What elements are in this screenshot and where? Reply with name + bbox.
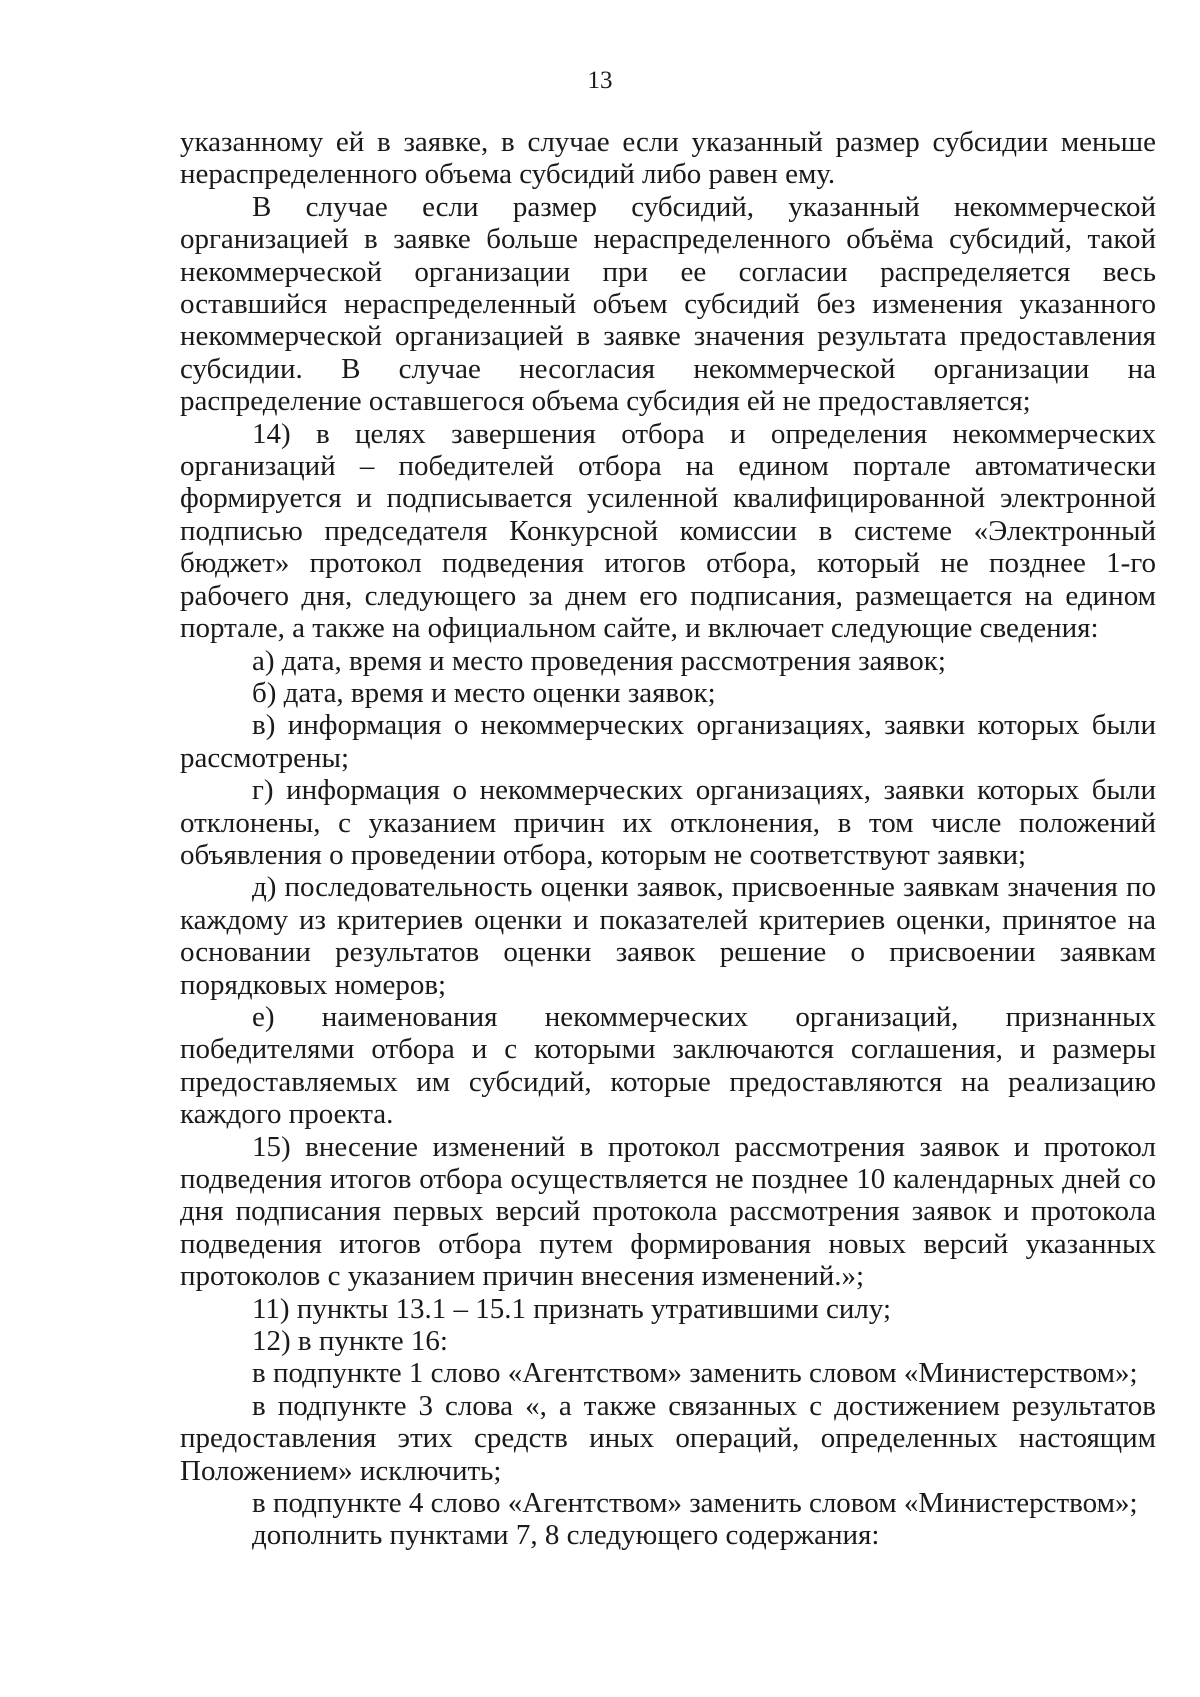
paragraph-subpoint-3: в подпункте 3 слова «, а также связанных с достижением результатов предоставления этих средств иных операций, определенных настоящим Положением» исключить; [180,1389,1156,1487]
subitem-v: в) информация о некоммерческих организациях, заявки которых были рассмотрены; [180,709,1156,774]
paragraph-subpoint-1: в подпункте 1 слово «Агентством» заменить словом «Министерством»; [252,1357,1138,1390]
paragraph-supplement: дополнить пунктами 7, 8 следующего содержания: [252,1519,880,1552]
subitem-g: г) информация о некоммерческих организациях, заявки которых были отклонены, с указанием причин их отклонения, в том числе положений объявления о проведении отбора, которым не соответствуют заявки; [180,774,1156,871]
paragraph-amendment-11: 11) пункты 13.1 – 15.1 признать утратившими силу; [252,1292,892,1325]
paragraph-subpoint-4: в подпункте 4 слово «Агентством» заменить словом «Министерством»; [252,1487,1138,1520]
subitem-e: е) наименования некоммерческих организаций, признанных победителями отбора и с которыми заключаются соглашения, и размеры предоставляемых им субсидий, которые предоставляются на реализацию каждого проекта. [180,1000,1156,1131]
subitem-d: д) последовательность оценки заявок, присвоенные заявкам значения по каждому из критериев оценки и показателей критериев оценки, принятое на основании результатов оценки заявок решение о присвоении заявкам порядковых номеров; [180,871,1156,1001]
page-number: 13 [587,67,613,94]
paragraph-item-14: 14) в целях завершения отбора и определения некоммерческих организаций – победителей отбора на едином портале автоматически формируется и подписывается усиленной квалифицированной электронной подписью председателя Конкурсной комиссии в системе «Электронный бюджет» протокол подведения итогов отбора, который не позднее 1-го рабочего дня, следующего за днем его подписания, размещается на едином портале, а также на официальном сайте, и включает следующие сведения: [180,417,1156,645]
paragraph-continuation: указанному ей в заявке, в случае если указанный размер субсидии меньше нераспределенного объема субсидий либо равен ему. [180,126,1156,191]
paragraph-amendment-12: 12) в пункте 16: [252,1325,448,1358]
paragraph-excess-request: В случае если размер субсидий, указанный некоммерческой организацией в заявке больше нераспределенного объёма субсидий, такой некоммерческой организации при ее согласии распределяется весь оставшийся нераспределенный объем субсидий без изменения указанного некоммерческой организацией в заявке значения результата предоставления субсидии. В случае несогласия некоммерческой организации на распределение оставшегося объема субсидия ей не предоставляется; [180,190,1156,418]
paragraph-item-15: 15) внесение изменений в протокол рассмотрения заявок и протокол подведения итогов отбора осуществляется не позднее 10 календарных дней со дня подписания первых версий протокола рассмотрения заявок и протокола подведения итогов отбора путем формирования новых версий указанных протоколов с указанием причин внесения изменений.»; [180,1130,1156,1293]
subitem-b: б) дата, время и место оценки заявок; [252,676,716,709]
document-body [180,126,1156,1552]
subitem-a: а) дата, время и место проведения рассмотрения заявок; [252,644,946,677]
